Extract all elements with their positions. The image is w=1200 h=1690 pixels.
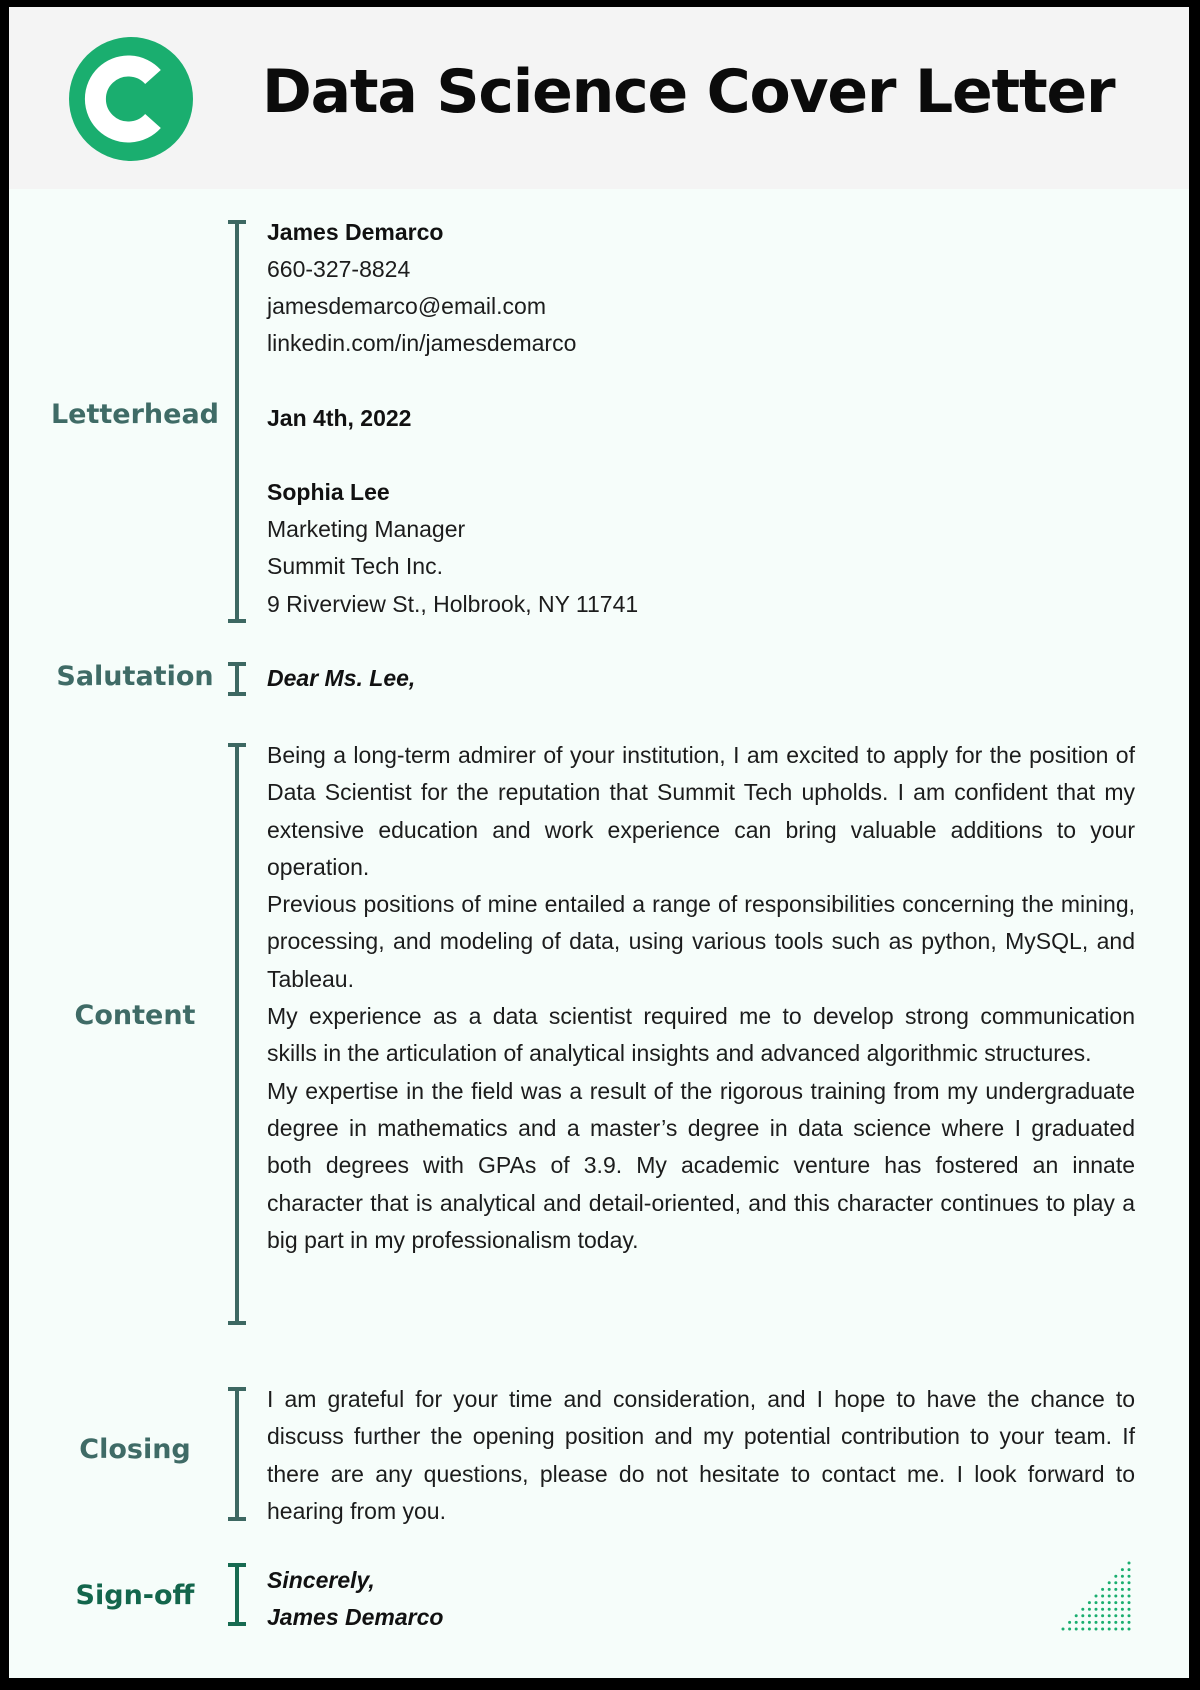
recipient-name: Sophia Lee (267, 479, 390, 505)
recipient-title: Marketing Manager (267, 516, 466, 542)
content-paragraph: My expertise in the field was a result of the rigorous training from my undergraduate degree in mathematics and a master’s degree in data science where I graduated both degrees with GPAs of 3.9. My academic venture has fostered an innate character that is analytical and detail-oriented, and this character continues to play a big part in my professionalism today. (267, 1077, 1135, 1253)
signoff-bracket (228, 1563, 246, 1626)
recipient-address: 9 Riverview St., Holbrook, NY 11741 (267, 591, 639, 617)
section-label-salutation: Salutation (56, 661, 214, 692)
salutation-bracket (228, 662, 246, 696)
signoff-valediction: Sincerely, (267, 1567, 375, 1593)
closing-paragraph: I am grateful for your time and consideration, and I hope to have the chance to discuss further the opening position and my potential contribution to your team. If there are any questions, please do not hesitate to contact me. I look forward to hearing from you. (267, 1386, 1135, 1524)
letter-page (9, 7, 1189, 1678)
content-bracket (228, 743, 246, 1325)
section-label-signoff: Sign-off (75, 1580, 195, 1611)
content-paragraph: Previous positions of mine entailed a range of responsibilities concerning the mining, processing, and modeling of data, using various tools such as python, MySQL, and Tableau. (267, 891, 1135, 992)
section-label-closing: Closing (79, 1434, 191, 1465)
letterhead-bracket (228, 220, 246, 623)
sender-phone: 660-327-8824 (267, 256, 411, 282)
closing-bracket (228, 1387, 246, 1521)
content-paragraph: Being a long-term admirer of your institution, I am excited to apply for the position of Data Scientist for the reputation that Summit Tech upholds. I am confident that my extensive education and work experience can bring valuable additions to your operation. (267, 742, 1135, 880)
signoff-name: James Demarco (267, 1604, 444, 1630)
sender-name: James Demarco (267, 219, 444, 245)
section-label-content: Content (74, 1000, 196, 1031)
closing-body (267, 1381, 1135, 1530)
recipient-company: Summit Tech Inc. (267, 553, 443, 579)
letter-date: Jan 4th, 2022 (267, 405, 412, 431)
sender-email: jamesdemarco@email.com (267, 293, 546, 319)
section-label-letterhead: Letterhead (50, 399, 220, 430)
sender-linkedin: linkedin.com/in/jamesdemarco (267, 330, 577, 356)
header-banner (9, 7, 1189, 189)
salutation-text: Dear Ms. Lee, (267, 665, 416, 691)
page-title: Data Science Cover Letter (262, 57, 1115, 127)
decorative-dot-pattern-icon (1059, 1559, 1135, 1635)
content-paragraph: My experience as a data scientist required me to develop strong communication skills in the articulation of analytical insights and advanced algorithmic structures. (267, 1003, 1135, 1067)
content-body (267, 737, 1135, 1259)
logo-c-icon (69, 37, 193, 161)
